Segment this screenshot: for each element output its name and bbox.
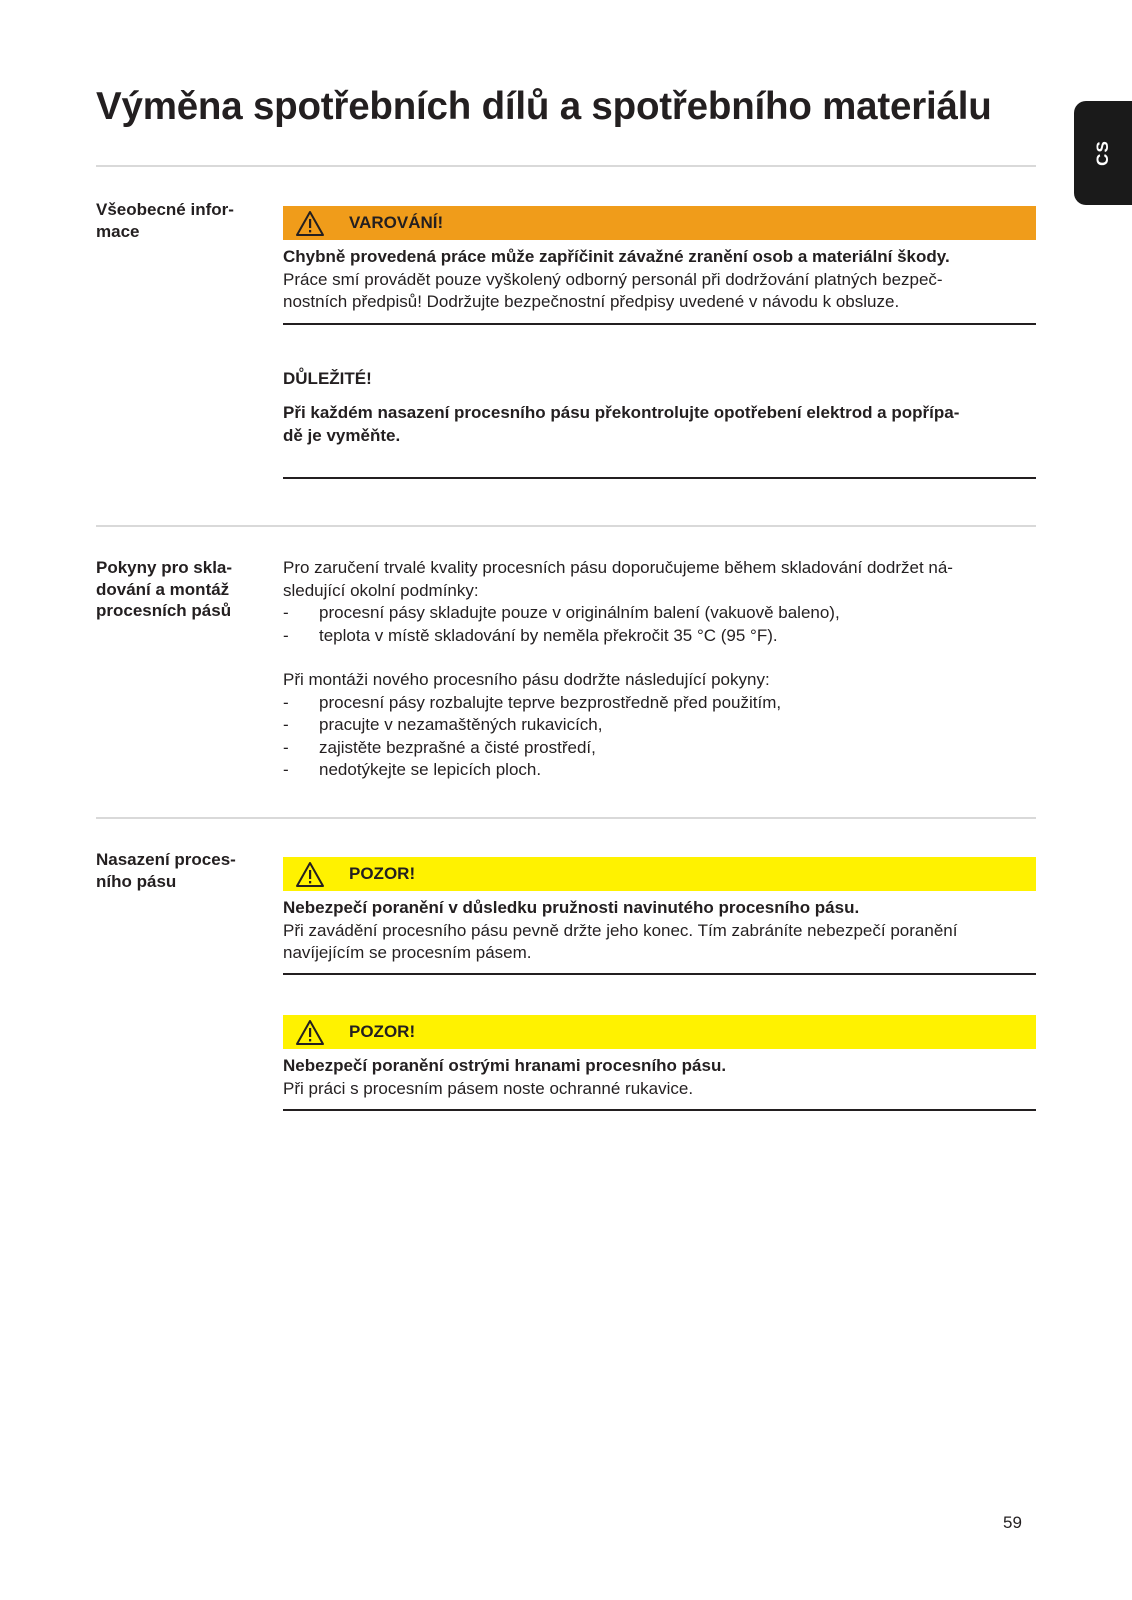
section-divider xyxy=(96,817,1036,819)
list-dash: - xyxy=(283,625,289,645)
list-item xyxy=(283,714,1036,737)
caution-bar xyxy=(283,1015,1036,1049)
section-label-line: mace xyxy=(96,221,140,241)
caution-lead: Nebezpečí poranění v důsledku pružnosti navinutého procesního pásu. xyxy=(283,898,860,917)
warning-triangle-icon xyxy=(295,861,325,888)
language-tab-label: CS xyxy=(1093,140,1112,166)
list-item-text: teplota v místě skladování by neměla překročit 35 °C (95 °F). xyxy=(319,625,778,645)
section-label-general xyxy=(96,199,266,242)
caution-text xyxy=(283,1055,1036,1100)
important-label: DŮLEŽITÉ! xyxy=(283,369,372,388)
list-item xyxy=(283,759,1036,782)
caution-lead: Nebezpečí poranění ostrými hranami procesního pásu. xyxy=(283,1056,727,1075)
section-divider xyxy=(96,165,1036,167)
warning-line: Práce smí provádět pouze vyškolený odborný personál při dodržování platných bezpeč- xyxy=(283,269,943,289)
caution-line: navíjejícím se procesním pásem. xyxy=(283,943,532,962)
mounting-instructions xyxy=(283,669,1036,782)
warning-text xyxy=(283,246,1036,314)
caution-line: Při zavádění procesního pásu pevně držte jeho konec. Tím zabráníte nebezpečí poranění xyxy=(283,920,958,940)
notice-end-rule xyxy=(283,323,1036,325)
section-label-line: Nasazení proces- xyxy=(96,850,236,869)
section-label-line: Všeobecné infor- xyxy=(96,200,234,219)
caution-bar xyxy=(283,857,1036,891)
storage-text xyxy=(283,557,1036,647)
storage-intro-line: Pro zaručení trvalé kvality procesních pásu doporučujeme během skladování dodržet ná- xyxy=(283,558,953,577)
language-tab xyxy=(1074,101,1132,205)
warning-line: nostních předpisů! Dodržujte bezpečnostní předpisy uvedené v návodu k obsluze. xyxy=(283,292,900,311)
section-label-line: Pokyny pro skla- xyxy=(96,558,233,577)
important-text xyxy=(283,402,1036,447)
list-item xyxy=(283,625,1036,648)
notice-end-rule xyxy=(283,477,1036,479)
section-label-storage xyxy=(96,557,266,622)
section-label-line: ního pásu xyxy=(96,871,177,891)
section-label-line: procesních pásů xyxy=(96,601,232,620)
list-item-text: procesní pásy rozbalujte teprve bezprostředně před použitím, xyxy=(319,692,782,712)
caution-line: Při práci s procesním pásem noste ochranné rukavice. xyxy=(283,1078,694,1098)
warning-triangle-icon xyxy=(295,1019,325,1046)
section-divider xyxy=(96,525,1036,527)
list-dash: - xyxy=(283,715,289,734)
list-dash: - xyxy=(283,692,289,712)
page-number: 59 xyxy=(1003,1513,1022,1532)
list-item xyxy=(283,602,1036,625)
important-line: dě je vyměňte. xyxy=(283,425,401,445)
caution-label: POZOR! xyxy=(349,1022,416,1041)
warning-triangle-icon xyxy=(295,210,325,237)
list-item-text: procesní pásy skladujte pouze v originálním balení (vakuově baleno), xyxy=(319,603,840,622)
notice-end-rule xyxy=(283,1109,1036,1111)
caution-text xyxy=(283,897,1036,965)
caution-label: POZOR! xyxy=(349,864,416,883)
important-line: Při každém nasazení procesního pásu překontrolujte opotřebení elektrod a popřípa- xyxy=(283,403,960,422)
storage-intro-line: sledující okolní podmínky: xyxy=(283,580,479,600)
important-notice xyxy=(283,368,1036,391)
mounting-intro: Při montáži nového procesního pásu dodržte následující pokyny: xyxy=(283,670,770,689)
list-dash: - xyxy=(283,760,289,779)
warning-bar xyxy=(283,206,1036,240)
list-item-text: zajistěte bezprašné a čisté prostředí, xyxy=(319,737,596,757)
list-item-text: nedotýkejte se lepicích ploch. xyxy=(319,760,542,779)
warning-lead: Chybně provedená práce může zapříčinit závažné zranění osob a materiální škody. xyxy=(283,247,950,266)
page-title: Výměna spotřebních dílů a spotřebního materiálu xyxy=(96,85,992,128)
section-label-mounting xyxy=(96,849,266,892)
list-item xyxy=(283,737,1036,760)
notice-end-rule xyxy=(283,973,1036,975)
warning-label: VAROVÁNÍ! xyxy=(349,213,444,232)
list-item-text: pracujte v nezamaštěných rukavicích, xyxy=(319,715,603,734)
list-item xyxy=(283,692,1036,715)
list-dash: - xyxy=(283,603,289,622)
list-dash: - xyxy=(283,737,289,757)
section-label-line: dování a montáž xyxy=(96,579,230,599)
